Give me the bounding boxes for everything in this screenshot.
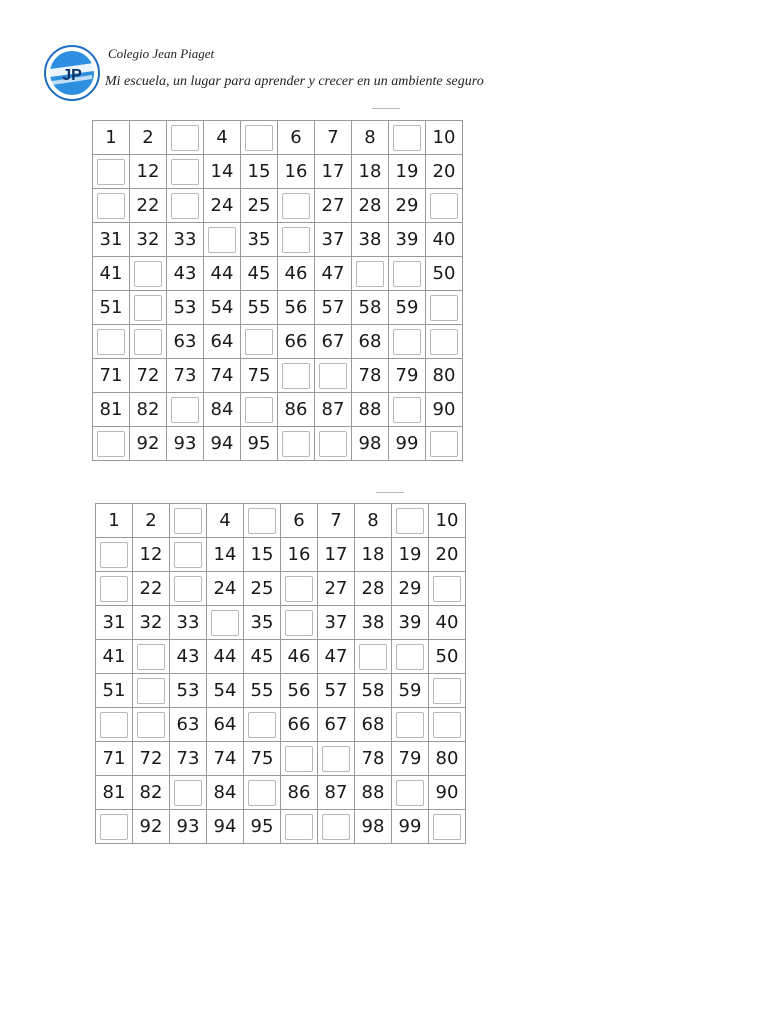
number-grid-1 xyxy=(92,120,463,461)
blank-cell xyxy=(429,810,466,844)
number-cell: 58 xyxy=(352,291,389,325)
blank-cell xyxy=(96,572,133,606)
blank-cell xyxy=(426,427,463,461)
number-cell: 19 xyxy=(389,155,426,189)
number-cell: 44 xyxy=(207,640,244,674)
answer-box[interactable] xyxy=(137,712,165,738)
blank-cell xyxy=(241,325,278,359)
number-cell: 4 xyxy=(204,121,241,155)
answer-box[interactable] xyxy=(171,193,199,219)
number-cell: 39 xyxy=(392,606,429,640)
number-cell: 24 xyxy=(207,572,244,606)
number-cell: 7 xyxy=(315,121,352,155)
blank-cell xyxy=(281,810,318,844)
number-cell: 54 xyxy=(207,674,244,708)
number-cell: 7 xyxy=(318,504,355,538)
number-cell: 50 xyxy=(429,640,466,674)
number-cell: 46 xyxy=(278,257,315,291)
answer-box[interactable] xyxy=(433,814,461,840)
grid-row xyxy=(93,121,463,155)
number-cell: 31 xyxy=(93,223,130,257)
blank-cell xyxy=(130,291,167,325)
number-cell: 59 xyxy=(392,674,429,708)
answer-box[interactable] xyxy=(134,295,162,321)
number-cell: 15 xyxy=(244,538,281,572)
grid-row xyxy=(96,538,466,572)
number-cell: 81 xyxy=(96,776,133,810)
blank-cell xyxy=(93,155,130,189)
number-cell: 82 xyxy=(130,393,167,427)
blank-cell xyxy=(244,708,281,742)
answer-box[interactable] xyxy=(356,261,384,287)
answer-box[interactable] xyxy=(393,397,421,423)
answer-box[interactable] xyxy=(433,576,461,602)
blank-cell xyxy=(96,538,133,572)
number-cell: 67 xyxy=(315,325,352,359)
blank-cell xyxy=(392,776,429,810)
number-cell: 95 xyxy=(241,427,278,461)
blank-cell xyxy=(389,393,426,427)
number-cell: 47 xyxy=(318,640,355,674)
number-cell: 6 xyxy=(281,504,318,538)
number-cell: 31 xyxy=(96,606,133,640)
answer-box[interactable] xyxy=(174,542,202,568)
number-cell: 12 xyxy=(133,538,170,572)
answer-box[interactable] xyxy=(393,125,421,151)
answer-box[interactable] xyxy=(322,746,350,772)
grid-row xyxy=(96,572,466,606)
grid-row xyxy=(96,606,466,640)
number-cell: 16 xyxy=(281,538,318,572)
blank-cell xyxy=(133,640,170,674)
number-cell: 73 xyxy=(170,742,207,776)
number-cell: 17 xyxy=(315,155,352,189)
number-cell: 45 xyxy=(241,257,278,291)
number-cell: 79 xyxy=(392,742,429,776)
blank-cell xyxy=(167,189,204,223)
blank-cell xyxy=(318,742,355,776)
number-cell: 74 xyxy=(204,359,241,393)
number-grid-2 xyxy=(95,503,466,844)
number-cell: 56 xyxy=(281,674,318,708)
blank-cell xyxy=(170,572,207,606)
answer-box[interactable] xyxy=(211,610,239,636)
blank-cell xyxy=(281,572,318,606)
number-cell: 47 xyxy=(315,257,352,291)
number-cell: 1 xyxy=(93,121,130,155)
blank-cell xyxy=(278,359,315,393)
number-cell: 92 xyxy=(133,810,170,844)
number-cell: 18 xyxy=(352,155,389,189)
answer-box[interactable] xyxy=(430,295,458,321)
number-cell: 45 xyxy=(244,640,281,674)
number-cell: 37 xyxy=(315,223,352,257)
answer-box[interactable] xyxy=(396,780,424,806)
blank-cell xyxy=(167,393,204,427)
answer-box[interactable] xyxy=(282,431,310,457)
number-cell: 78 xyxy=(355,742,392,776)
answer-box[interactable] xyxy=(322,814,350,840)
number-cell: 25 xyxy=(241,189,278,223)
blank-cell xyxy=(318,810,355,844)
number-cell: 99 xyxy=(392,810,429,844)
blank-cell xyxy=(241,121,278,155)
blank-cell xyxy=(352,257,389,291)
blank-cell xyxy=(207,606,244,640)
number-cell: 75 xyxy=(241,359,278,393)
grid-row xyxy=(96,708,466,742)
answer-box[interactable] xyxy=(393,329,421,355)
number-cell: 29 xyxy=(389,189,426,223)
blank-cell xyxy=(429,572,466,606)
number-cell: 88 xyxy=(355,776,392,810)
answer-box[interactable] xyxy=(171,125,199,151)
number-cell: 56 xyxy=(278,291,315,325)
answer-box[interactable] xyxy=(137,678,165,704)
number-cell: 93 xyxy=(170,810,207,844)
number-cell: 92 xyxy=(130,427,167,461)
blank-cell xyxy=(389,257,426,291)
blank-cell xyxy=(392,708,429,742)
number-cell: 75 xyxy=(244,742,281,776)
number-cell: 80 xyxy=(429,742,466,776)
number-cell: 88 xyxy=(352,393,389,427)
grid-row xyxy=(96,776,466,810)
blank-cell xyxy=(426,325,463,359)
answer-box[interactable] xyxy=(245,125,273,151)
grid-row xyxy=(96,674,466,708)
number-cell: 40 xyxy=(429,606,466,640)
blank-cell xyxy=(130,257,167,291)
answer-box[interactable] xyxy=(282,193,310,219)
answer-box[interactable] xyxy=(248,712,276,738)
number-cell: 51 xyxy=(93,291,130,325)
answer-box[interactable] xyxy=(285,576,313,602)
blank-cell xyxy=(130,325,167,359)
number-cell: 98 xyxy=(355,810,392,844)
number-cell: 10 xyxy=(429,504,466,538)
number-cell: 40 xyxy=(426,223,463,257)
number-cell: 71 xyxy=(96,742,133,776)
blank-cell xyxy=(281,742,318,776)
blank-cell xyxy=(167,155,204,189)
number-cell: 12 xyxy=(130,155,167,189)
number-cell: 2 xyxy=(130,121,167,155)
answer-box[interactable] xyxy=(285,610,313,636)
number-cell: 71 xyxy=(93,359,130,393)
blank-cell xyxy=(355,640,392,674)
blank-cell xyxy=(278,427,315,461)
number-cell: 39 xyxy=(389,223,426,257)
grid-row xyxy=(93,223,463,257)
number-cell: 20 xyxy=(429,538,466,572)
blank-cell xyxy=(429,708,466,742)
number-cell: 72 xyxy=(133,742,170,776)
number-cell: 20 xyxy=(426,155,463,189)
answer-box[interactable] xyxy=(100,576,128,602)
blank-cell xyxy=(278,223,315,257)
number-cell: 46 xyxy=(281,640,318,674)
number-cell: 27 xyxy=(315,189,352,223)
number-cell: 28 xyxy=(355,572,392,606)
number-cell: 25 xyxy=(244,572,281,606)
answer-box[interactable] xyxy=(245,397,273,423)
grid-row xyxy=(96,742,466,776)
blank-cell xyxy=(429,674,466,708)
number-cell: 24 xyxy=(204,189,241,223)
answer-box[interactable] xyxy=(433,678,461,704)
blank-cell xyxy=(426,291,463,325)
number-cell: 43 xyxy=(167,257,204,291)
number-cell: 55 xyxy=(244,674,281,708)
number-cell: 6 xyxy=(278,121,315,155)
grid-row xyxy=(93,427,463,461)
answer-box[interactable] xyxy=(134,329,162,355)
blank-cell xyxy=(96,708,133,742)
number-cell: 50 xyxy=(426,257,463,291)
number-cell: 79 xyxy=(389,359,426,393)
number-cell: 95 xyxy=(244,810,281,844)
answer-box[interactable] xyxy=(97,431,125,457)
number-cell: 59 xyxy=(389,291,426,325)
number-cell: 81 xyxy=(93,393,130,427)
number-cell: 44 xyxy=(204,257,241,291)
answer-box[interactable] xyxy=(430,431,458,457)
answer-box[interactable] xyxy=(174,508,202,534)
number-cell: 64 xyxy=(204,325,241,359)
grid-row xyxy=(96,504,466,538)
number-cell: 16 xyxy=(278,155,315,189)
answer-box[interactable] xyxy=(319,431,347,457)
blank-cell xyxy=(93,325,130,359)
answer-box[interactable] xyxy=(171,159,199,185)
number-cell: 37 xyxy=(318,606,355,640)
blank-cell xyxy=(93,189,130,223)
answer-box[interactable] xyxy=(137,644,165,670)
answer-box[interactable] xyxy=(100,542,128,568)
number-cell: 90 xyxy=(429,776,466,810)
blank-cell xyxy=(426,189,463,223)
blank-cell xyxy=(170,504,207,538)
number-cell: 38 xyxy=(352,223,389,257)
number-cell: 68 xyxy=(352,325,389,359)
blank-cell xyxy=(281,606,318,640)
number-cell: 72 xyxy=(130,359,167,393)
answer-box[interactable] xyxy=(97,329,125,355)
blank-cell xyxy=(244,776,281,810)
answer-box[interactable] xyxy=(97,193,125,219)
grid-row xyxy=(96,640,466,674)
blank-cell xyxy=(167,121,204,155)
number-cell: 54 xyxy=(204,291,241,325)
number-cell: 18 xyxy=(355,538,392,572)
blank-cell xyxy=(241,393,278,427)
answer-box[interactable] xyxy=(285,746,313,772)
number-cell: 58 xyxy=(355,674,392,708)
number-cell: 33 xyxy=(167,223,204,257)
answer-box[interactable] xyxy=(393,261,421,287)
number-cell: 63 xyxy=(167,325,204,359)
number-cell: 4 xyxy=(207,504,244,538)
answer-box[interactable] xyxy=(396,644,424,670)
number-cell: 99 xyxy=(389,427,426,461)
number-cell: 74 xyxy=(207,742,244,776)
answer-box[interactable] xyxy=(430,329,458,355)
answer-box[interactable] xyxy=(100,814,128,840)
grid-row xyxy=(93,189,463,223)
number-cell: 87 xyxy=(318,776,355,810)
number-cell: 64 xyxy=(207,708,244,742)
answer-box[interactable] xyxy=(248,508,276,534)
answer-box[interactable] xyxy=(171,397,199,423)
number-cell: 57 xyxy=(318,674,355,708)
answer-box[interactable] xyxy=(97,159,125,185)
grid-row xyxy=(93,257,463,291)
answer-box[interactable] xyxy=(285,814,313,840)
number-cell: 14 xyxy=(207,538,244,572)
blank-cell xyxy=(133,708,170,742)
number-cell: 27 xyxy=(318,572,355,606)
number-cell: 57 xyxy=(315,291,352,325)
number-cell: 73 xyxy=(167,359,204,393)
number-cell: 8 xyxy=(355,504,392,538)
grid-row xyxy=(93,155,463,189)
answer-box[interactable] xyxy=(396,712,424,738)
blank-cell xyxy=(278,189,315,223)
blank-cell xyxy=(133,674,170,708)
school-name: Colegio Jean Piaget xyxy=(108,46,215,61)
answer-box[interactable] xyxy=(100,712,128,738)
number-cell: 66 xyxy=(278,325,315,359)
school-logo xyxy=(44,45,100,101)
number-cell: 66 xyxy=(281,708,318,742)
blank-cell xyxy=(170,776,207,810)
number-cell: 41 xyxy=(96,640,133,674)
blank-cell xyxy=(204,223,241,257)
number-cell: 63 xyxy=(170,708,207,742)
number-cell: 32 xyxy=(133,606,170,640)
divider-line xyxy=(372,108,400,109)
number-cell: 8 xyxy=(352,121,389,155)
number-cell: 84 xyxy=(204,393,241,427)
number-cell: 82 xyxy=(133,776,170,810)
number-cell: 55 xyxy=(241,291,278,325)
number-cell: 41 xyxy=(93,257,130,291)
number-cell: 93 xyxy=(167,427,204,461)
number-cell: 22 xyxy=(130,189,167,223)
number-cell: 98 xyxy=(352,427,389,461)
number-cell: 35 xyxy=(241,223,278,257)
number-cell: 43 xyxy=(170,640,207,674)
number-cell: 17 xyxy=(318,538,355,572)
answer-box[interactable] xyxy=(134,261,162,287)
number-cell: 84 xyxy=(207,776,244,810)
number-cell: 78 xyxy=(352,359,389,393)
number-cell: 68 xyxy=(355,708,392,742)
number-cell: 32 xyxy=(130,223,167,257)
number-cell: 15 xyxy=(241,155,278,189)
grid-row xyxy=(93,325,463,359)
answer-box[interactable] xyxy=(282,227,310,253)
svg-text:JP: JP xyxy=(62,67,82,84)
number-cell: 38 xyxy=(355,606,392,640)
number-cell: 86 xyxy=(281,776,318,810)
number-cell: 2 xyxy=(133,504,170,538)
grid-row xyxy=(93,291,463,325)
number-cell: 80 xyxy=(426,359,463,393)
answer-box[interactable] xyxy=(319,363,347,389)
answer-box[interactable] xyxy=(433,712,461,738)
number-cell: 35 xyxy=(244,606,281,640)
number-cell: 53 xyxy=(170,674,207,708)
blank-cell xyxy=(315,427,352,461)
number-cell: 19 xyxy=(392,538,429,572)
number-cell: 94 xyxy=(207,810,244,844)
number-cell: 51 xyxy=(96,674,133,708)
grid-row xyxy=(96,810,466,844)
school-motto: Mi escuela, un lugar para aprender y crecer en un ambiente seguro xyxy=(105,74,484,89)
number-cell: 28 xyxy=(352,189,389,223)
number-cell: 1 xyxy=(96,504,133,538)
number-cell: 33 xyxy=(170,606,207,640)
blank-cell xyxy=(389,121,426,155)
number-cell: 94 xyxy=(204,427,241,461)
number-cell: 87 xyxy=(315,393,352,427)
blank-cell xyxy=(96,810,133,844)
answer-box[interactable] xyxy=(396,508,424,534)
answer-box[interactable] xyxy=(208,227,236,253)
answer-box[interactable] xyxy=(282,363,310,389)
blank-cell xyxy=(170,538,207,572)
grid-row xyxy=(93,359,463,393)
blank-cell xyxy=(392,504,429,538)
blank-cell xyxy=(93,427,130,461)
answer-box[interactable] xyxy=(248,780,276,806)
number-cell: 53 xyxy=(167,291,204,325)
blank-cell xyxy=(244,504,281,538)
number-cell: 86 xyxy=(278,393,315,427)
answer-box[interactable] xyxy=(174,780,202,806)
number-cell: 29 xyxy=(392,572,429,606)
number-cell: 90 xyxy=(426,393,463,427)
number-cell: 14 xyxy=(204,155,241,189)
blank-cell xyxy=(389,325,426,359)
answer-box[interactable] xyxy=(359,644,387,670)
blank-cell xyxy=(392,640,429,674)
number-cell: 67 xyxy=(318,708,355,742)
number-cell: 22 xyxy=(133,572,170,606)
answer-box[interactable] xyxy=(174,576,202,602)
blank-cell xyxy=(315,359,352,393)
answer-box[interactable] xyxy=(245,329,273,355)
grid-row xyxy=(93,393,463,427)
answer-box[interactable] xyxy=(430,193,458,219)
divider-line xyxy=(376,492,404,493)
number-cell: 10 xyxy=(426,121,463,155)
